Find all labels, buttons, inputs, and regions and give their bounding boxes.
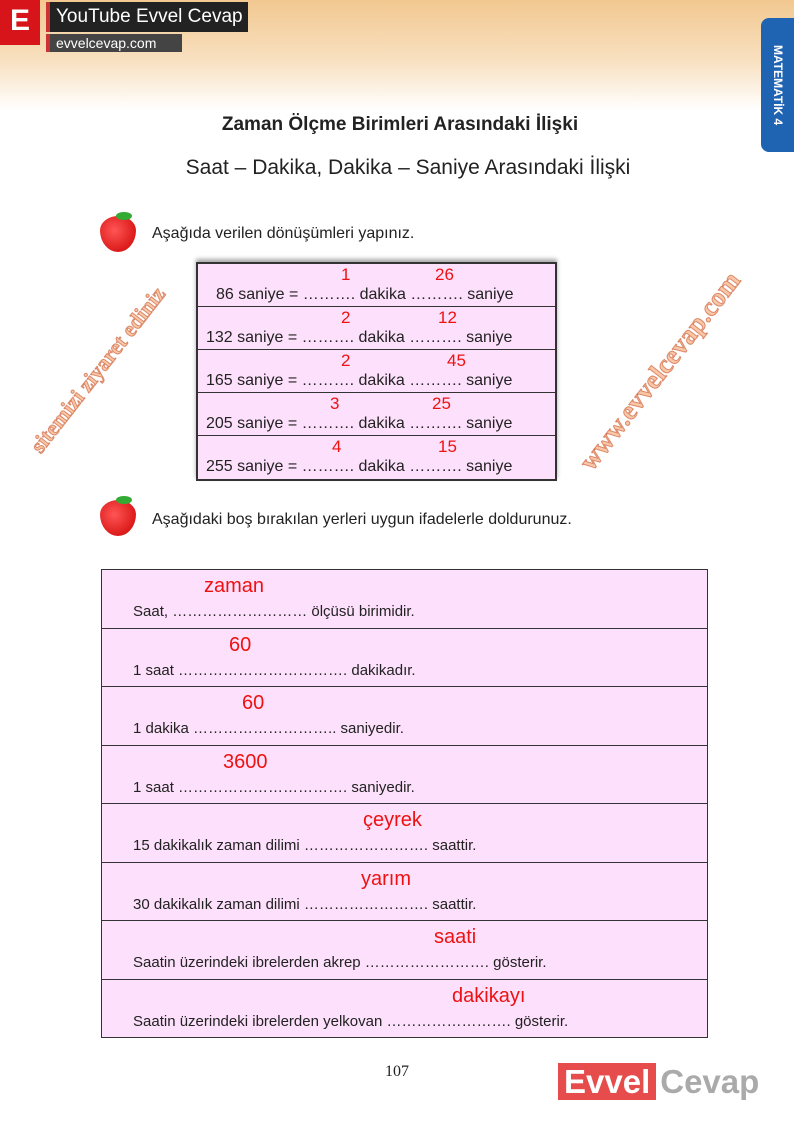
- answer: 3600: [223, 750, 268, 773]
- fill-row: [102, 979, 707, 1038]
- row-text: 30 dakikalık zaman dilimi ……………………. saattir.: [133, 895, 477, 913]
- footer-logo: Evvel Cevap: [558, 1063, 759, 1101]
- strawberry-icon: [100, 216, 136, 252]
- watermark-main-area: [565, 258, 755, 483]
- answer: saati: [434, 926, 477, 948]
- row-prefix: 255 saniye =: [206, 458, 302, 475]
- site-link[interactable]: evvelcevap.com: [46, 34, 182, 52]
- answer-seconds: 12: [438, 308, 457, 327]
- fill-row: [102, 803, 707, 862]
- row-blanks: ………. dakika ……….: [302, 286, 463, 303]
- answer: dakikayı: [452, 984, 526, 1007]
- fill-in-table: [101, 569, 708, 1038]
- fill-row: [102, 745, 707, 804]
- answer-seconds: 45: [447, 351, 466, 370]
- answer: zaman: [204, 575, 265, 597]
- row-blanks: ………. dakika ……….: [301, 415, 462, 432]
- answer: 60: [242, 692, 265, 714]
- row-text: 1 saat ……………………………. dakikadır.: [133, 661, 416, 679]
- page-subtitle: Saat – Dakika, Dakika – Saniye Arasındaki İlişki: [185, 156, 631, 179]
- answer-seconds: 15: [438, 437, 457, 456]
- answer: 60: [229, 633, 252, 656]
- fill-row: [102, 628, 707, 687]
- watermark-secondary-area: [10, 262, 185, 477]
- watermark-secondary: sitemizi ziyaret ediniz: [24, 281, 170, 458]
- row-suffix: saniye: [462, 286, 514, 303]
- row-text: 1 saat ……………………………. saniyedir.: [133, 778, 415, 796]
- page-number: 107: [385, 1063, 409, 1080]
- row-blanks: ………. dakika ……….: [301, 372, 462, 389]
- row-blanks: ………. dakika ……….: [301, 329, 462, 346]
- row-text: Saat, ……………………… ölçüsü birimidir.: [133, 603, 415, 620]
- page-title: Zaman Ölçme Birimleri Arasındaki İlişki: [221, 114, 579, 135]
- row-text: Saatin üzerindeki ibrelerden yelkovan ……………………. gösterir.: [133, 1012, 569, 1030]
- instruction-1: Aşağıda verilen dönüşümleri yapınız.: [152, 225, 415, 242]
- fill-row: [102, 862, 707, 921]
- strawberry-icon: [100, 500, 136, 536]
- answer-minutes: 3: [330, 394, 340, 413]
- fill-row: [102, 569, 707, 628]
- fill-row: [102, 686, 707, 745]
- row-suffix: saniye: [461, 458, 513, 475]
- logo-e: E: [0, 0, 40, 45]
- conversion-table: [196, 262, 557, 481]
- row-suffix: saniye: [461, 329, 513, 346]
- row-suffix: saniye: [461, 372, 513, 389]
- answer: yarım: [361, 867, 411, 890]
- answer: çeyrek: [363, 809, 422, 831]
- answer-seconds: 25: [432, 394, 451, 413]
- row-text: Saatin üzerindeki ibrelerden akrep ……………………. gösterir.: [133, 954, 547, 971]
- row-suffix: saniye: [461, 415, 513, 432]
- subject-tab: MATEMATİK 4: [761, 18, 794, 152]
- row-prefix: 205 saniye =: [206, 415, 302, 432]
- watermark-main: www.evvelcevap.com: [573, 265, 747, 476]
- fill-row: [102, 920, 707, 979]
- row-blanks: ………. dakika ……….: [301, 458, 462, 475]
- instruction-2: Aşağıdaki boş bırakılan yerleri uygun ifadelerle doldurunuz.: [152, 511, 572, 528]
- conversion-row: [198, 393, 555, 436]
- channel-label[interactable]: YouTube Evvel Cevap: [46, 2, 248, 32]
- answer-minutes: 1: [341, 265, 351, 284]
- conversion-row: [198, 350, 555, 393]
- answer-minutes: 2: [341, 308, 351, 327]
- row-text: 15 dakikalık zaman dilimi ……………………. saattir.: [133, 837, 477, 854]
- row-prefix: 86 saniye =: [216, 286, 303, 303]
- conversion-row: [198, 436, 555, 479]
- answer-minutes: 4: [332, 437, 342, 456]
- answer-seconds: 26: [435, 265, 454, 284]
- row-text: 1 dakika ……………………….. saniyedir.: [133, 720, 404, 737]
- answer-minutes: 2: [341, 351, 351, 370]
- conversion-row: [198, 307, 555, 350]
- row-prefix: 132 saniye =: [206, 329, 302, 346]
- row-prefix: 165 saniye =: [206, 372, 302, 389]
- conversion-row: [198, 264, 555, 307]
